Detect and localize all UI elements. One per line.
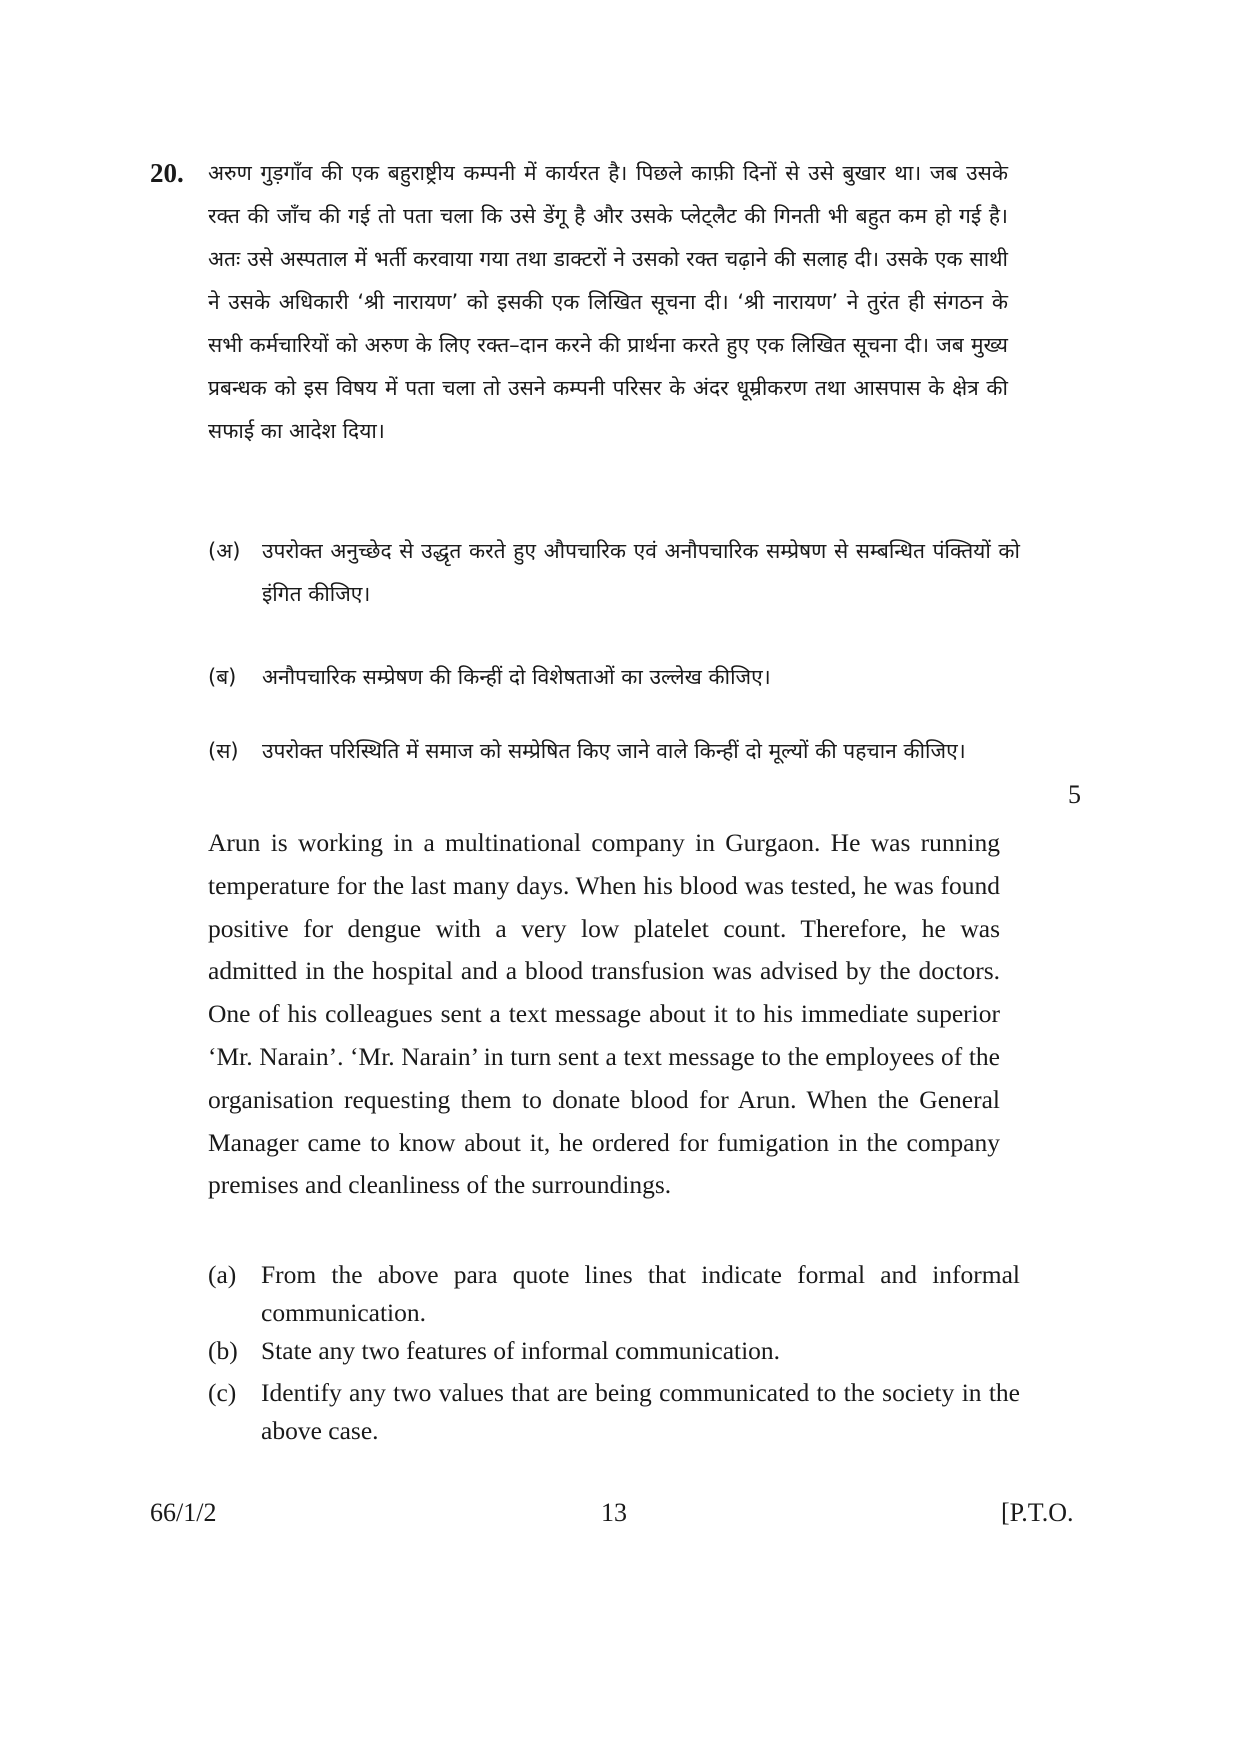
english-part-b	[208, 1332, 1020, 1370]
hindi-part-c-label: (स)	[208, 739, 239, 763]
english-part-b-label: (b)	[208, 1336, 238, 1365]
question-marks: 5	[1068, 780, 1081, 809]
english-part-c-label: (c)	[208, 1378, 237, 1407]
pto-marker: [P.T.O.	[1001, 1498, 1074, 1527]
english-part-c-text: Identify any two values that are being communicated to the society in the above case.	[261, 1378, 1020, 1445]
english-part-a-text: From the above para quote lines that indicate formal and informal communication.	[261, 1260, 1020, 1327]
hindi-part-a	[208, 530, 1020, 616]
page-number: 13	[601, 1498, 627, 1527]
english-part-a-label: (a)	[208, 1260, 237, 1289]
hindi-part-c	[208, 730, 1020, 773]
hindi-part-a-text: उपरोक्त अनुच्छेद से उद्धृत करते हुए औपचारिक एवं अनौपचारिक सम्प्रेषण से सम्बन्धित पंक्तियों को इंगित कीजिए।	[262, 539, 1020, 606]
hindi-part-a-label: (अ)	[208, 539, 241, 563]
english-paragraph: Arun is working in a multinational company in Gurgaon. He was running temperature for the last many days. When his blood was tested, he was found positive for dengue with a very low platelet count. Therefore, he was admitted in the hospital and a blood transfusion was advised by the doctors. One of his colleagues sent a text message about it to his immediate superior ‘Mr. Narain’. ‘Mr. Narain’ in turn sent a text message to the employees of the organisation requesting them to donate blood for Arun. When the General Manager came to know about it, he ordered for fumigation in the company premises and cleanliness of the surroundings.	[208, 828, 1000, 1200]
hindi-paragraph: अरुण गुड़गाँव की एक बहुराष्ट्रीय कम्पनी में कार्यरत है। पिछले काफ़ी दिनों से उसे बुखार था। जब उसके रक्त की जाँच की गई तो पता चला कि उसे डेंगू है और उसके प्लेट्लैट की गिनती भी बहुत कम हो गई है। अतः उसे अस्पताल में भर्ती करवाया गया तथा डाक्टरों ने उसको रक्त चढ़ाने की सलाह दी। उसके एक साथी ने उसके अधिकारी ‘श्री नारायण’ को इसकी एक लिखित सूचना दी। ‘श्री नारायण’ ने तुरंत ही संगठन के सभी कर्मचारियों को अरुण के लिए रक्त–दान करने की प्रार्थना करते हुए एक लिखित सूचना दी। जब मुख्य प्रबन्धक को इस विषय में पता चला तो उसने कम्पनी परिसर के अंदर धूम्रीकरण तथा आसपास के क्षेत्र की सफाई का आदेश दिया।	[208, 161, 1008, 443]
hindi-part-c-text: उपरोक्त परिस्थिति में समाज को सम्प्रेषित किए जाने वाले किन्हीं दो मूल्यों की पहचान कीजिए।	[262, 739, 966, 763]
hindi-part-b-label: (ब)	[208, 665, 237, 689]
english-part-a	[208, 1256, 1020, 1332]
english-part-b-text: State any two features of informal communication.	[261, 1336, 781, 1365]
question-number: 20.	[150, 158, 184, 188]
hindi-part-b	[208, 656, 1020, 699]
paper-code: 66/1/2	[150, 1498, 217, 1527]
hindi-part-b-text: अनौपचारिक सम्प्रेषण की किन्हीं दो विशेषताओं का उल्लेख कीजिए।	[262, 665, 771, 689]
english-part-c	[208, 1374, 1020, 1450]
